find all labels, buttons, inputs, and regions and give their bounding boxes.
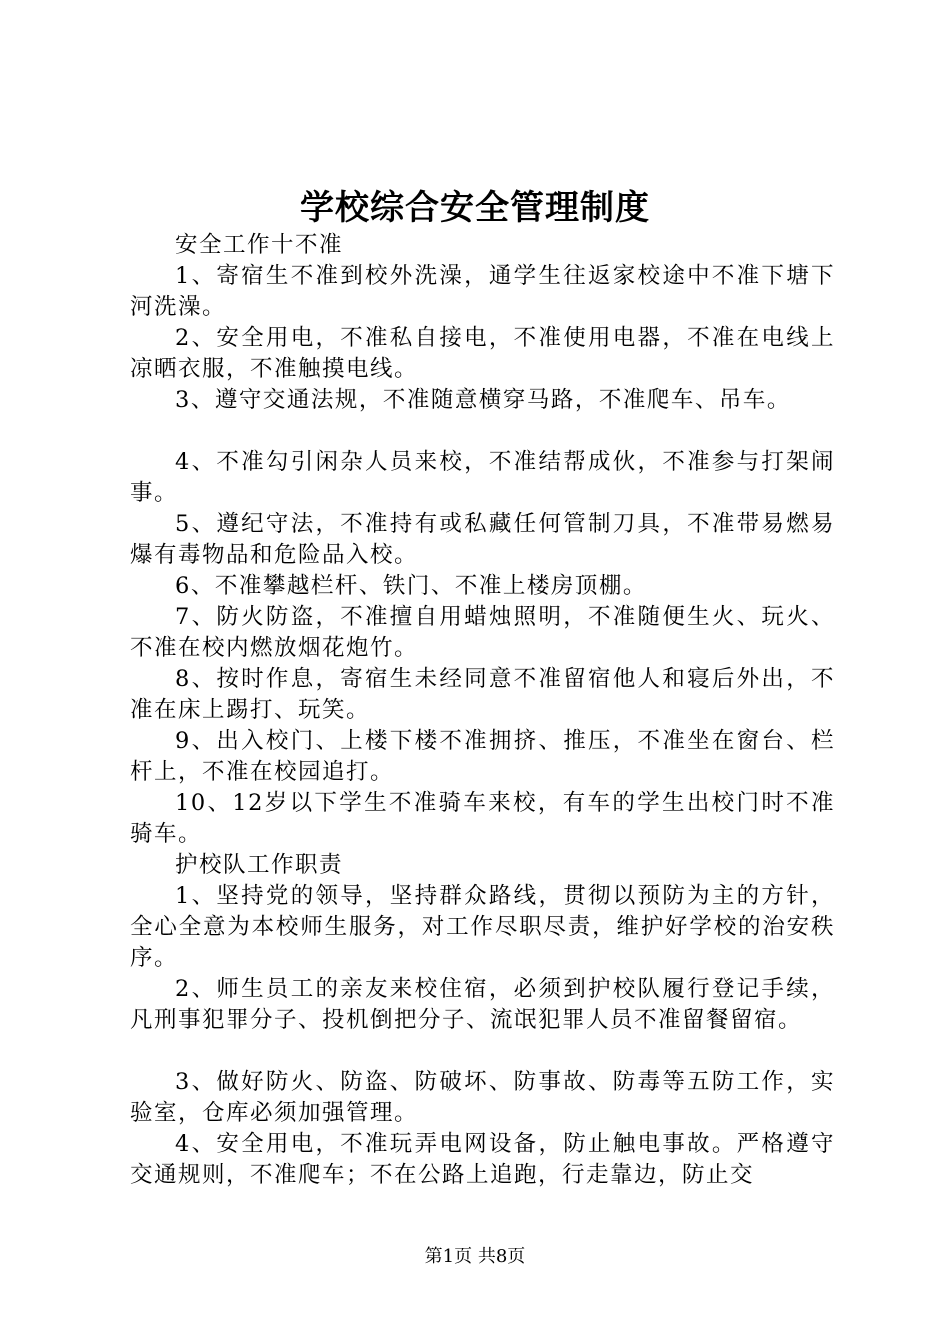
rule-item: 1、寄宿生不准到校外洗澡，通学生往返家校途中不准下塘下河洗澡。 (130, 263, 835, 320)
rule-item: 9、出入校门、上楼下楼不准拥挤、推压，不准坐在窗台、栏杆上，不准在校园追打。 (130, 728, 835, 785)
rule-item: 10、12岁以下学生不准骑车来校，有车的学生出校门时不准骑车。 (130, 790, 835, 847)
paragraph-spacer (130, 1036, 835, 1067)
duty-item: 4、安全用电，不准玩弄电网设备，防止触电事故。严格遵守交通规则，不准爬车；不在公路上追跑，行走靠边，防止交 (130, 1131, 835, 1188)
rule-item: 3、遵守交通法规，不准随意横穿马路，不准爬车、吊车。 (175, 387, 791, 413)
rule-item: 5、遵纪守法，不准持有或私藏任何管制刀具，不准带易燃易爆有毒物品和危险品入校。 (130, 511, 835, 568)
duty-item: 1、坚持党的领导，坚持群众路线，贯彻以预防为主的方针，全心全意为本校师生服务，对工作尽职尽责，维护好学校的治安秩序。 (130, 883, 835, 971)
rule-item: 8、按时作息，寄宿生未经同意不准留宿他人和寝后外出，不准在床上踢打、玩笑。 (130, 666, 835, 723)
rule-item: 4、不准勾引闲杂人员来校，不准结帮成伙，不准参与打架闹事。 (130, 449, 835, 506)
section-heading: 安全工作十不准 (175, 232, 344, 258)
rule-item: 7、防火防盗，不准擅自用蜡烛照明，不准随便生火、玩火、不准在校内燃放烟花炮竹。 (130, 604, 835, 661)
page-footer: 第1页 共8页 (424, 1246, 526, 1267)
document-title: 学校综合安全管理制度 (300, 188, 650, 228)
paragraph-spacer (130, 416, 835, 447)
rule-item: 2、安全用电，不准私自接电，不准使用电器，不准在电线上凉晒衣服，不准触摸电线。 (130, 325, 835, 382)
rule-item: 6、不准攀越栏杆、铁门、不准上楼房顶棚。 (175, 573, 647, 599)
duty-item: 2、师生员工的亲友来校住宿，必须到护校队履行登记手续，凡刑事犯罪分子、投机倒把分子、流氓犯罪人员不准留餐留宿。 (130, 976, 835, 1033)
document-body (130, 230, 835, 1191)
duty-item: 3、做好防火、防盗、防破坏、防事故、防毒等五防工作，实验室，仓库必须加强管理。 (130, 1069, 835, 1126)
section-heading: 护校队工作职责 (175, 852, 344, 878)
